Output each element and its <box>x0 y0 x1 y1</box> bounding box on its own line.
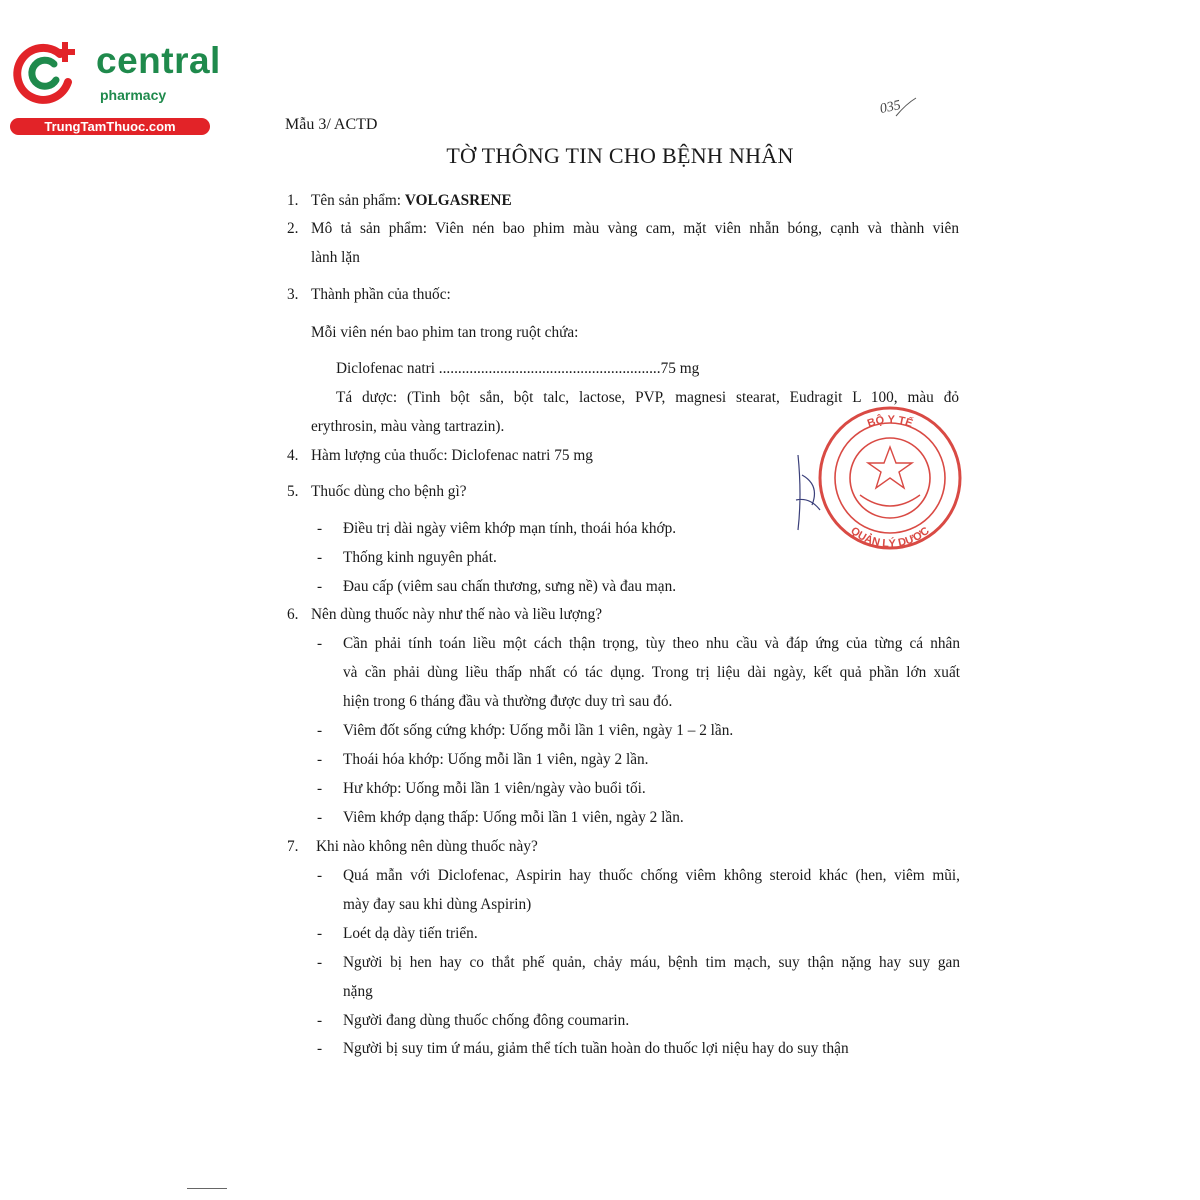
strength-line: Hàm lượng của thuốc: Diclofenac natri 75 mg <box>311 447 593 464</box>
list-item: Thoái hóa khớp: Uống mỗi lần 1 viên, ngày 2 lần. <box>343 751 649 768</box>
product-name: VOLGASRENE <box>404 192 512 209</box>
composition-intro: Mỗi viên nén bao phim tan trong ruột chứa: <box>311 324 579 341</box>
section-number: 5. <box>287 483 299 500</box>
section-number: 1. <box>287 192 299 209</box>
brand-logo <box>10 36 221 136</box>
product-label: Tên sản phẩm: <box>311 192 402 209</box>
section-1 <box>311 191 512 211</box>
stamp-bottom-text: QUẢN LÝ DƯỢC <box>848 524 932 551</box>
section-number: 4. <box>287 447 299 464</box>
list-item: Viêm đốt sống cứng khớp: Uống mỗi lần 1 viên, ngày 1 – 2 lần. <box>343 722 734 739</box>
contraindication-1-line-1: Quá mẫn với Diclofenac, Aspirin hay thuốc chống viêm không steroid khác (hen, viêm mũi, <box>343 867 960 884</box>
page-edge-mark <box>187 1188 227 1189</box>
svg-text:BỘ Y TẾ <box>866 413 915 430</box>
handwritten-stroke <box>872 94 922 124</box>
stamp-top-text: BỘ Y TẾ <box>865 413 915 430</box>
list-item: Viêm khớp dạng thấp: Uống mỗi lần 1 viên, ngày 2 lần. <box>343 809 684 826</box>
contraindication-3-line-1: Người bị hen hay co thắt phế quản, chảy máu, bệnh tim mạch, suy thận nặng hay suy gan <box>343 954 960 971</box>
list-item: Điều trị dài ngày viêm khớp mạn tính, thoái hóa khớp. <box>343 520 677 537</box>
list-item: Người bị suy tim ứ máu, giảm thể tích tuần hoàn do thuốc lợi niệu hay do suy thận <box>343 1040 849 1057</box>
dosage-paragraph-line-3: hiện trong 6 tháng đầu và thường được duy trì sau đó. <box>343 693 673 710</box>
logo-site-banner: TrungTamThuoc.com <box>10 118 210 135</box>
central-pharmacy-logo-icon <box>10 36 82 108</box>
composition-heading: Thành phần của thuốc: <box>311 286 451 303</box>
section-number: 3. <box>287 286 299 303</box>
excipients-line-2: erythrosin, màu vàng tartrazin). <box>311 418 505 435</box>
description-line-1: Mô tả sản phẩm: Viên nén bao phim màu vàng cam, mặt viên nhẵn bóng, cạnh và thành viên <box>311 220 959 237</box>
logo-wordmark: central <box>96 40 221 81</box>
list-item: Hư khớp: Uống mỗi lần 1 viên/ngày vào buổi tối. <box>343 780 646 797</box>
list-item: Loét dạ dày tiến triển. <box>343 925 478 942</box>
dosage-paragraph-line-1: Cần phải tính toán liều một cách thận trọng, tùy theo nhu cầu và đáp ứng của từng cá nhân <box>343 635 960 652</box>
page-title: TỜ THÔNG TIN CHO BỆNH NHÂN <box>446 143 794 168</box>
section-number: 2. <box>287 220 299 237</box>
list-item: Đau cấp (viêm sau chấn thương, sưng nề) và đau mạn. <box>343 578 677 595</box>
active-ingredient: Diclofenac natri ..........................................................75 mg <box>336 360 700 377</box>
handwritten-note: 035 <box>878 97 903 118</box>
section-number: 6. <box>287 606 299 623</box>
logo-subtitle: pharmacy <box>100 87 167 103</box>
dosage-heading: Nên dùng thuốc này như thế nào và liều lượng? <box>311 606 603 623</box>
indications-heading: Thuốc dùng cho bệnh gì? <box>311 483 467 500</box>
contraindications-heading: Khi nào không nên dùng thuốc này? <box>316 838 538 855</box>
section-number: 7. <box>287 838 299 855</box>
description-line-2: lành lặn <box>311 249 360 266</box>
contraindication-1-line-2: mày đay sau khi dùng Aspirin) <box>343 896 532 913</box>
svg-text:QUẢN LÝ DƯỢC <box>848 525 932 550</box>
excipients-line-1: Tá dược: (Tinh bột sắn, bột talc, lactose, PVP, magnesi stearat, Eudragit L 100, màu đỏ <box>336 389 959 406</box>
list-item: Thống kinh nguyên phát. <box>343 549 497 566</box>
form-code: Mẫu 3/ ACTD <box>285 116 378 133</box>
contraindication-3-line-2: nặng <box>343 983 373 1000</box>
list-item: Người đang dùng thuốc chống đông coumarin. <box>343 1012 630 1029</box>
dosage-paragraph-line-2: và cần phải dùng liều thấp nhất có tác dụng. Trong trị liệu dài ngày, kết quả phần lớn xuất <box>343 664 960 681</box>
official-stamp <box>790 405 965 560</box>
